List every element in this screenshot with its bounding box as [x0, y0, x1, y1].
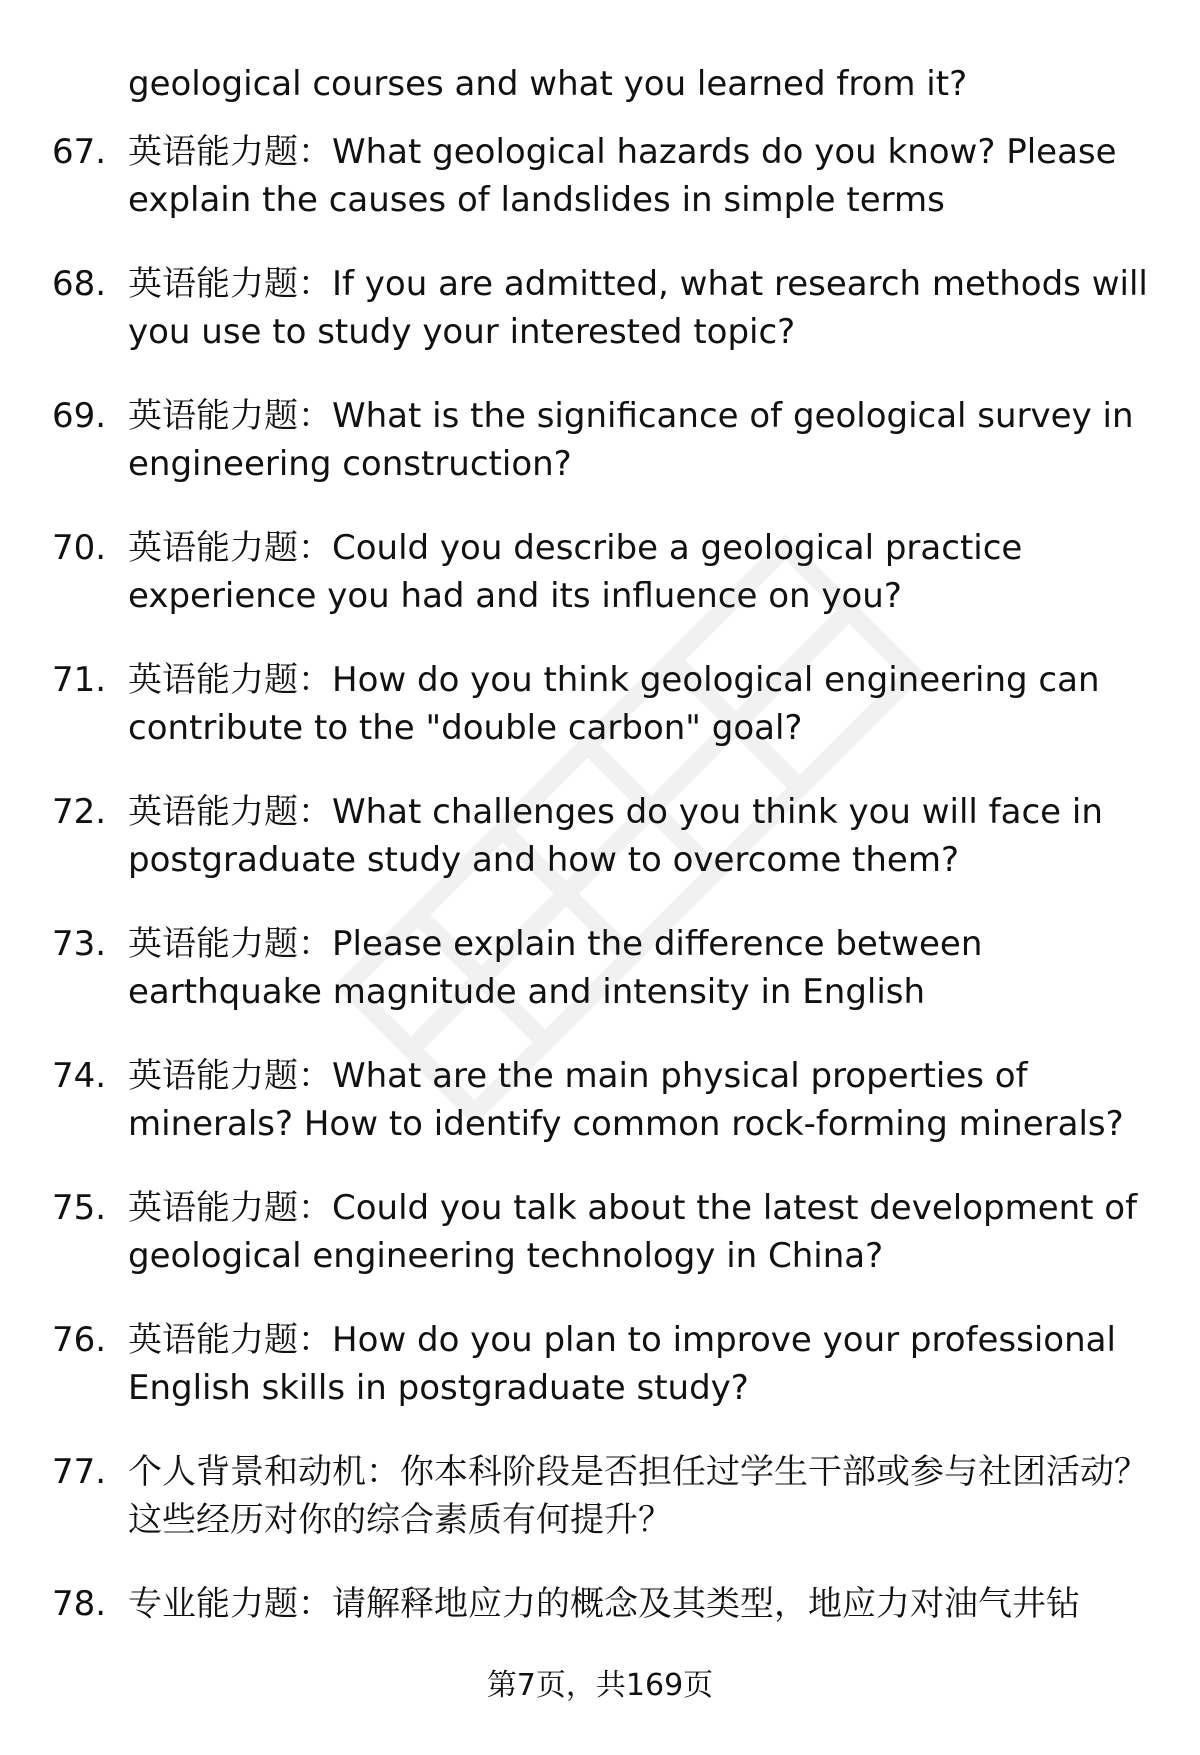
- question-body: [128, 524, 1158, 620]
- question-number: 69.: [52, 396, 107, 436]
- question-label: 专业能力题：: [128, 1584, 332, 1624]
- question-label: 个人背景和动机：: [128, 1452, 400, 1492]
- question-label: 英语能力题：: [128, 792, 332, 832]
- question-text: Could you describe a geological practice experience you had and its influence on you?: [128, 528, 1023, 616]
- question-label: 英语能力题：: [128, 264, 332, 304]
- page-number-footer: 第7页，共169页: [486, 1668, 714, 1703]
- question-label: 英语能力题：: [128, 1188, 332, 1228]
- question-body: [128, 788, 1158, 884]
- question-label: 英语能力题：: [128, 1320, 332, 1360]
- question-body: [128, 392, 1158, 488]
- question-body: [128, 1052, 1158, 1148]
- question-text: 请解释地应力的概念及其类型，地应力对油气井钻: [332, 1584, 1080, 1624]
- question-number: 77.: [52, 1452, 107, 1492]
- question-text: What challenges do you think you will face in postgraduate study and how to overcome them?: [128, 792, 1103, 880]
- question-number: 74.: [52, 1056, 107, 1096]
- question-body: [128, 260, 1158, 356]
- question-number: 67.: [52, 132, 107, 172]
- previous-question-continuation: geological courses and what you learned from it?: [128, 64, 968, 104]
- question-label: 英语能力题：: [128, 924, 332, 964]
- question-number: 78.: [52, 1584, 107, 1624]
- question-body: [128, 1316, 1158, 1412]
- question-text: How do you think geological engineering can contribute to the "double carbon" goal?: [128, 660, 1100, 748]
- question-body: [128, 1580, 1158, 1628]
- question-text: Please explain the difference between earthquake magnitude and intensity in English: [128, 924, 983, 1012]
- question-label: 英语能力题：: [128, 1056, 332, 1096]
- question-number: 70.: [52, 528, 107, 568]
- question-body: [128, 1448, 1158, 1544]
- question-label: 英语能力题：: [128, 660, 332, 700]
- question-body: [128, 920, 1158, 1016]
- question-number: 76.: [52, 1320, 107, 1360]
- question-number: 71.: [52, 660, 107, 700]
- question-text: If you are admitted, what research methods will you use to study your interested topic?: [128, 264, 1148, 352]
- question-text: 你本科阶段是否担任过学生干部或参与社团活动？这些经历对你的综合素质有何提升？: [128, 1452, 1148, 1540]
- question-label: 英语能力题：: [128, 396, 332, 436]
- question-text: Could you talk about the latest development of geological engineering technology in China?: [128, 1188, 1138, 1276]
- question-number: 72.: [52, 792, 107, 832]
- question-body: [128, 1184, 1158, 1280]
- question-text: What is the significance of geological survey in engineering construction?: [128, 396, 1134, 484]
- question-text: What geological hazards do you know? Please explain the causes of landslides in simple terms: [128, 132, 1117, 220]
- question-body: [128, 656, 1158, 752]
- question-body: [128, 128, 1158, 224]
- question-text: How do you plan to improve your professional English skills in postgraduate study?: [128, 1320, 1116, 1408]
- question-number: 75.: [52, 1188, 107, 1228]
- question-label: 英语能力题：: [128, 528, 332, 568]
- question-number: 68.: [52, 264, 107, 304]
- question-text: What are the main physical properties of minerals? How to identify common rock-forming minerals?: [128, 1056, 1124, 1144]
- question-number: 73.: [52, 924, 107, 964]
- question-label: 英语能力题：: [128, 132, 332, 172]
